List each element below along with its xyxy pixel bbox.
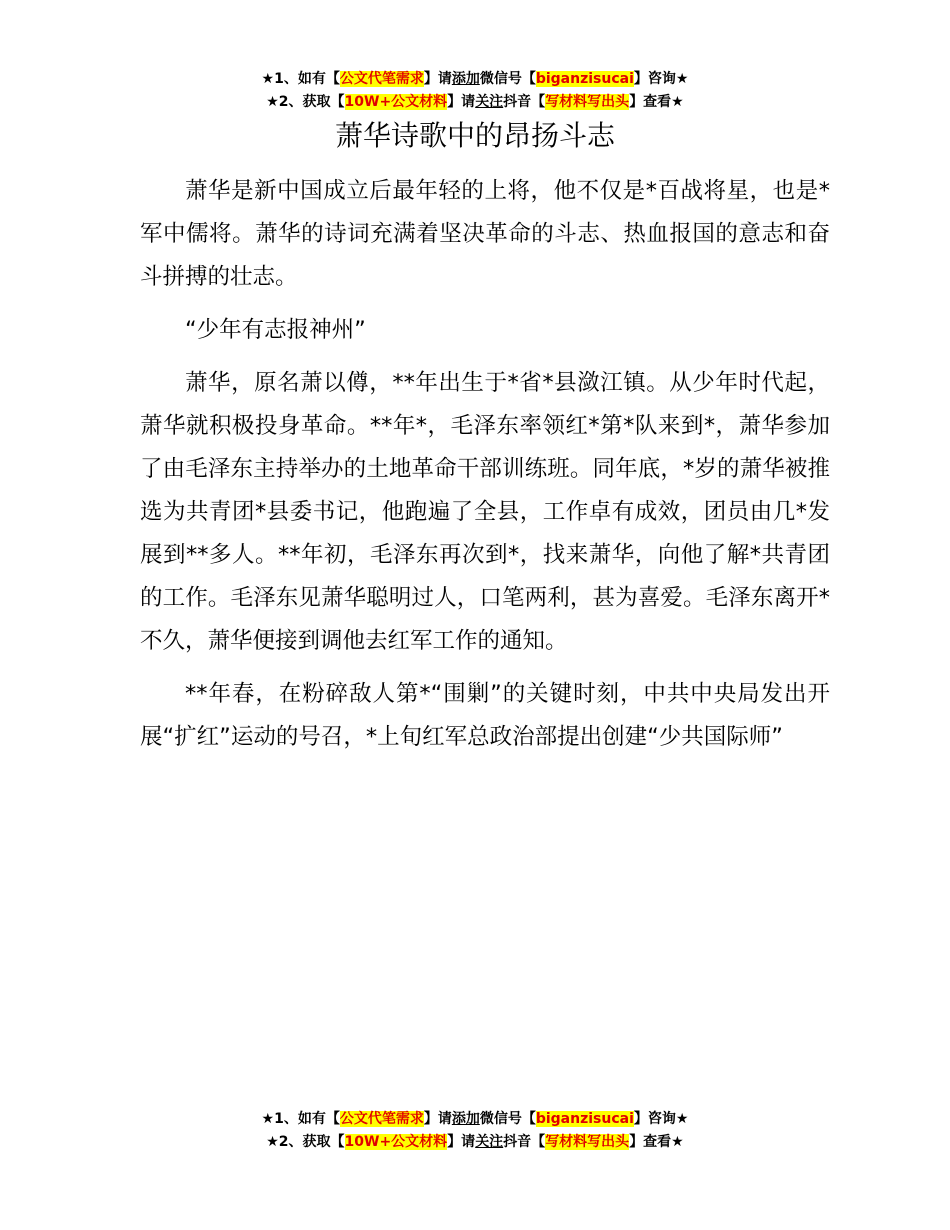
promo-line-2 bbox=[0, 1131, 950, 1154]
promo-line-1 bbox=[0, 68, 950, 91]
promo-underlined-text: 关注 bbox=[475, 94, 504, 110]
promo-underlined-text: 添加 bbox=[451, 1111, 480, 1127]
promo-text: 】查看★ bbox=[629, 1134, 684, 1150]
promo-line-2 bbox=[0, 91, 950, 114]
promo-text: 】请 bbox=[447, 94, 476, 110]
paragraph: **年春，在粉碎敌人第*“围剿”的关键时刻，中共中央局发出开展“扩红”运动的号召，*上旬红军总政治部提出创建“少共国际师” bbox=[140, 681, 830, 750]
promo-banner-top bbox=[0, 68, 950, 114]
promo-text: 微信号【 bbox=[479, 71, 536, 87]
promo-highlight: 公文代笔需求 bbox=[339, 71, 424, 87]
promo-highlight: 公文代笔需求 bbox=[339, 1111, 424, 1127]
promo-text: 抖音【 bbox=[503, 94, 546, 110]
promo-highlight: 10W+公文材料 bbox=[344, 1134, 448, 1150]
promo-highlight: biganzisucai bbox=[535, 71, 634, 87]
promo-text: 】请 bbox=[447, 1134, 476, 1150]
promo-text: ★1、如有【 bbox=[261, 1111, 340, 1127]
paragraph: 萧华是新中国成立后最年轻的上将，他不仅是*百战将星，也是*军中儒将。萧华的诗词充满着坚决革命的斗志、热血报国的意志和奋斗拼搏的壮志。 bbox=[140, 178, 830, 290]
promo-line-1 bbox=[0, 1108, 950, 1131]
promo-text: ★1、如有【 bbox=[261, 71, 340, 87]
promo-banner-bottom bbox=[0, 1108, 950, 1154]
promo-underlined-text: 添加 bbox=[451, 71, 480, 87]
promo-text: 】请 bbox=[423, 1111, 452, 1127]
promo-text: ★2、获取【 bbox=[266, 1134, 345, 1150]
promo-highlight: 写材料写出头 bbox=[545, 1134, 630, 1150]
promo-text: ★2、获取【 bbox=[266, 94, 345, 110]
promo-highlight: 10W+公文材料 bbox=[344, 94, 448, 110]
promo-text: 】查看★ bbox=[629, 94, 684, 110]
promo-highlight: biganzisucai bbox=[535, 1111, 634, 1127]
promo-text: 】咨询★ bbox=[633, 71, 689, 87]
promo-underlined-text: 关注 bbox=[475, 1134, 504, 1150]
promo-text: 】咨询★ bbox=[633, 1111, 689, 1127]
paragraph: 萧华，原名萧以僔，**年出生于*省*县潋江镇。从少年时代起，萧华就积极投身革命。**年*，毛泽东率领红*第*队来到*，萧华参加了由毛泽东主持举办的土地革命干部训练班。同年底，*岁的萧华被推选为共青团*县委书记，他跑遍了全县，工作卓有成效，团员由几*发展到**多人。**年初，毛泽东再次到*，找来萧华，向他了解*共青团的工作。毛泽东见萧华聪明过人，口笔两利，甚为喜爱。毛泽东离开*不久，萧华便接到调他去红军工作的通知。 bbox=[140, 370, 830, 654]
promo-text: 微信号【 bbox=[479, 1111, 536, 1127]
promo-highlight: 写材料写出头 bbox=[545, 94, 630, 110]
promo-text: 】请 bbox=[423, 71, 452, 87]
promo-text: 抖音【 bbox=[503, 1134, 546, 1150]
section-heading: “少年有志报神州” bbox=[185, 317, 366, 343]
document-title: 萧华诗歌中的昂扬斗志 bbox=[334, 119, 615, 152]
document-body bbox=[140, 170, 830, 769]
